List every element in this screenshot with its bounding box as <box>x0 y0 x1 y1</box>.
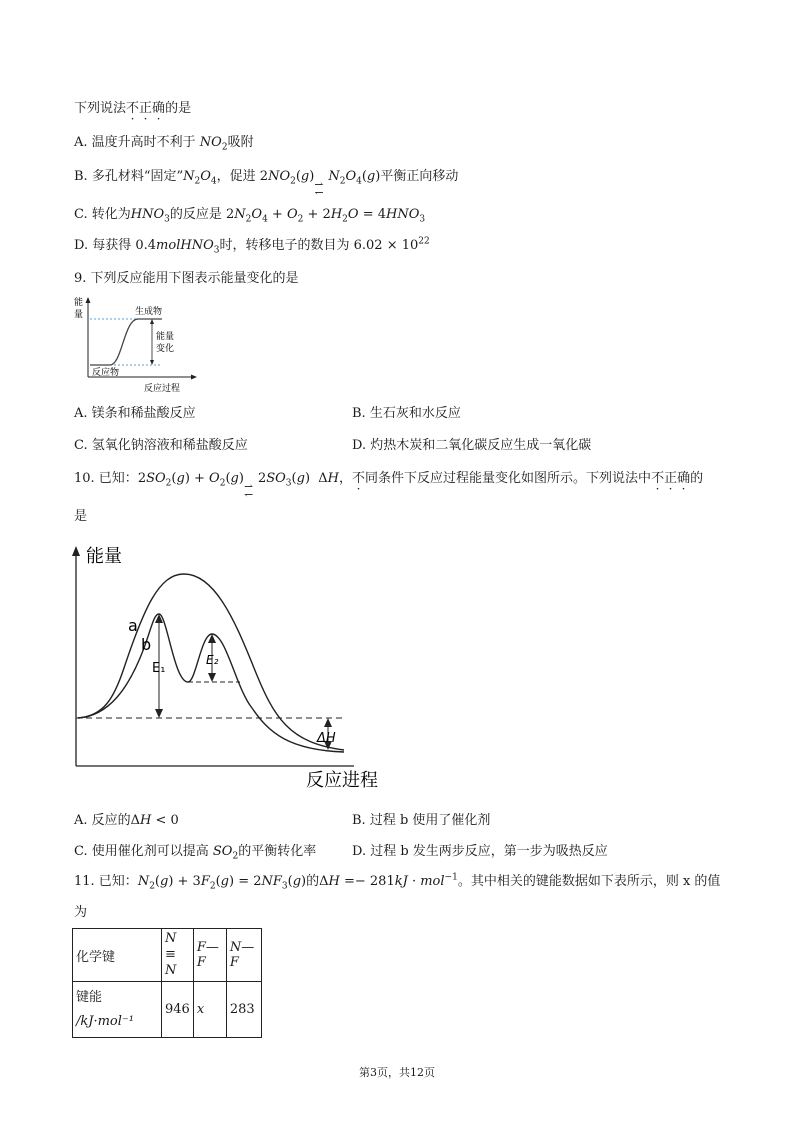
bond-energy-table <box>72 928 262 1038</box>
q10-stem-line2: 是 <box>74 509 88 524</box>
q9-option-c: C. 氢氧化钠溶液和稀盐酸反应 <box>74 438 248 453</box>
q9-x-label: 反应过程 <box>144 384 181 394</box>
q10-curve-b-label: b <box>141 635 152 654</box>
q9-product-label: 生成物 <box>135 307 163 317</box>
q10-curve-a-label: a <box>128 616 138 635</box>
table-cell-f-f: x <box>193 982 226 1038</box>
q9-stem: 9. 下列反应能用下图表示能量变化的是 <box>74 271 299 286</box>
q10-x-label: 反应进程 <box>306 770 378 791</box>
q10-energy-diagram <box>64 538 394 796</box>
table-header-n-f: N—F <box>226 929 261 982</box>
q9-energy-diagram <box>72 295 202 397</box>
q9-option-d: D. 灼热木炭和二氧化碳反应生成一氧化碳 <box>352 438 592 453</box>
q9-option-b: B. 生石灰和水反应 <box>352 406 461 421</box>
table-header-f-f: F—F <box>193 929 226 982</box>
q8-stem: 下列说法不正确的是 <box>74 101 192 116</box>
q9-reactant-label: 反应物 <box>92 368 120 378</box>
q11-stem-line2: 为 <box>74 905 88 920</box>
q8-option-d: D. 每获得 0.4molHNO$_3$时，转移电子的数目为 $6.02 \times 10^{22}$ <box>74 236 430 256</box>
q11-stem: 11. 已知：$N_2(g) + 3F_2(g) = 2NF_3(g)$的ΔH =− 281kJ · mol$^{-1}$。其中相关的键能数据如下表所示，则 x 的值 <box>74 872 721 892</box>
q10-option-c: C. 使用催化剂可以提高 $SO_2$的平衡转化率 <box>74 844 317 862</box>
q8-option-b: B. 多孔材料“固定$”N_2O_4$，促进 $2NO_2(g)$ $N_2O_4(g)$平衡正向移动 <box>74 169 459 187</box>
table-row-label-bond-energy: 键能 /kJ·mol⁻¹ <box>73 982 162 1038</box>
q8-option-c: C. 转化为$HNO_3$的反应是 $2N_2O_4 + O_2 + 2H_2O = 4HNO_3$ <box>74 207 426 225</box>
q9-y-label-2: 量 <box>74 310 84 320</box>
q10-e1-label: E₁ <box>152 661 166 676</box>
q9-option-a: A. 镁条和稀盐酸反应 <box>74 406 196 421</box>
q9-y-label-1: 能 <box>74 298 84 308</box>
q8-option-a: A. 温度升高时不利于 $NO_2$吸附 <box>74 135 254 153</box>
q9-change-label-1: 能量 <box>156 332 175 342</box>
q10-y-label: 能量 <box>86 546 122 567</box>
page-footer: 第3页，共12页 <box>359 1066 435 1079</box>
table-header-bond: 化学键 <box>73 929 162 982</box>
q10-option-b: B. 过程 b 使用了催化剂 <box>352 813 491 828</box>
q10-option-d: D. 过程 b 发生两步反应，第一步为吸热反应 <box>352 844 608 859</box>
table-header-n-triple-n: N ≡ N <box>162 929 194 982</box>
table-cell-n-f: 283 <box>226 982 261 1038</box>
q9-change-label-2: 变化 <box>156 344 175 354</box>
q10-stem: 10. 已知：$2SO_2(g) + O_2(g)$ $2SO_3(g)$ ΔH，不同条件下反应过程能量变化如图所示。下列说法中不正确的 <box>74 471 704 489</box>
q10-option-a: A. 反应的ΔH < 0 <box>74 813 179 828</box>
q10-e2-label: E₂ <box>206 653 219 667</box>
q10-dh-label: ΔH <box>317 731 336 746</box>
table-cell-n-triple-n: 946 <box>162 982 194 1038</box>
